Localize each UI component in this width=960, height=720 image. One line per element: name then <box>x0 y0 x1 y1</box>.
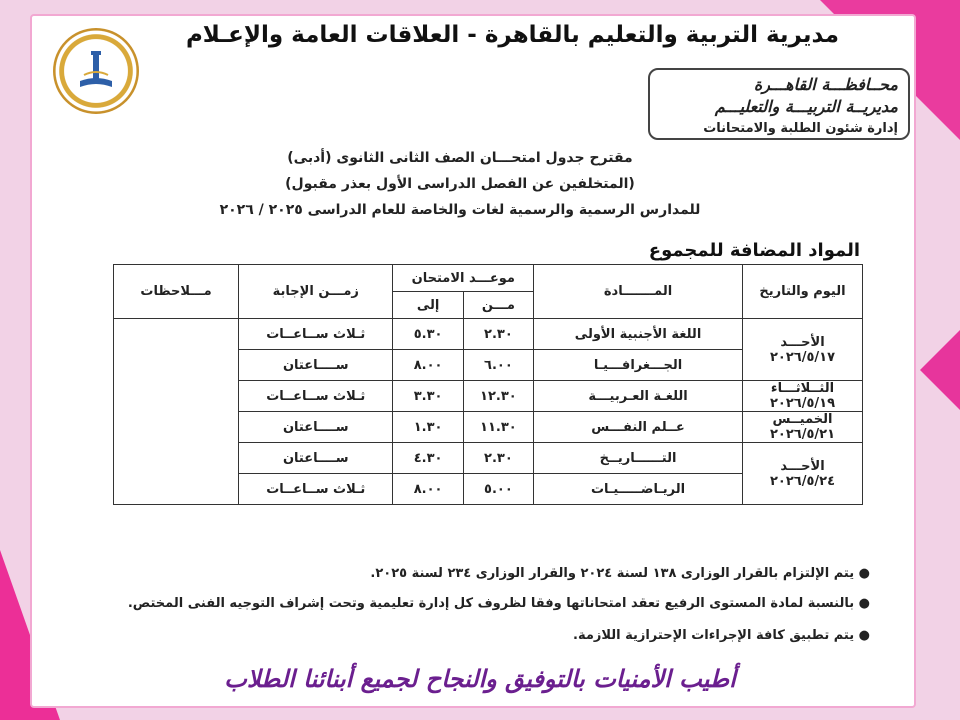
subject-cell: الجـــغرافـــيـا <box>534 350 743 381</box>
day-name: الأحـــد <box>780 334 825 350</box>
day-cell <box>743 443 863 505</box>
footer-wishes: أطيب الأمنيات بالتوفيق والنجاح لجميع أبنائنا الطلاب <box>224 665 736 693</box>
table-row <box>114 319 863 350</box>
note-item <box>370 566 870 581</box>
subtitle-line-1: مقترح جدول امتحـــان الصف الثانى الثانوى (أدبى) <box>287 150 633 166</box>
day-name: الأحـــد <box>780 458 825 474</box>
header-subject: المـــــــادة <box>534 265 743 319</box>
note-text: يتم الإلتزام بالقرار الوزارى ١٣٨ لسنة ٢٠٢٤ والقرار الوزارى ٢٣٤ لسنة ٢٠٢٥. <box>370 566 855 581</box>
exam-schedule-table <box>113 264 863 505</box>
from-cell: ٦.٠٠ <box>463 350 533 381</box>
day-date: ٢٠٢٦/٥/٢١ <box>769 427 836 442</box>
from-cell: ٢.٣٠ <box>463 319 533 350</box>
to-cell: ٨.٠٠ <box>393 474 463 505</box>
stamp-directorate: مديريــة التربيـــة والتعليـــم <box>714 97 898 116</box>
bullet-icon: ● <box>854 596 870 611</box>
day-cell <box>743 412 863 443</box>
day-date: ٢٠٢٦/٥/١٩ <box>769 396 836 411</box>
to-cell: ١.٣٠ <box>393 412 463 443</box>
subject-cell: اللغـة العـربيـــة <box>534 381 743 412</box>
to-cell: ٨.٠٠ <box>393 350 463 381</box>
stamp-governorate: محــافظـــة القاهـــرة <box>753 75 898 94</box>
subject-cell: عــلم النفـــس <box>534 412 743 443</box>
bullet-icon: ● <box>854 628 870 643</box>
duration-cell: ثـلاث ســاعــات <box>239 474 393 505</box>
header-day: اليوم والتاريخ <box>743 265 863 319</box>
day-date: ٢٠٢٦/٥/٢٤ <box>769 473 836 489</box>
from-cell: ١١.٣٠ <box>463 412 533 443</box>
decor-right-wedge <box>920 330 960 410</box>
to-cell: ٥.٣٠ <box>393 319 463 350</box>
from-cell: ٢.٣٠ <box>463 443 533 474</box>
header-from: مـــن <box>463 292 533 319</box>
from-cell: ١٢.٣٠ <box>463 381 533 412</box>
duration-cell: ثـلاث ســاعــات <box>239 381 393 412</box>
note-item <box>573 628 870 643</box>
page-title: مديرية التربية والتعليم بالقاهرة - العلاقات العامة والإعـلام <box>185 22 840 48</box>
duration-cell: ســــاعتان <box>239 443 393 474</box>
to-cell: ٣.٣٠ <box>393 381 463 412</box>
section-heading: المواد المضافة للمجموع <box>648 240 860 261</box>
header-duration: زمـــن الإجابة <box>239 265 393 319</box>
directorate-logo <box>53 28 139 114</box>
duration-cell: ثـلاث ســاعــات <box>239 319 393 350</box>
note-item <box>128 596 870 611</box>
note-text: يتم تطبيق كافة الإجراءات الإحترازية اللازمة. <box>573 628 855 643</box>
subject-cell: اللغة الأجنبية الأولى <box>534 319 743 350</box>
bullet-icon: ● <box>854 566 870 581</box>
notes-cell <box>114 319 239 505</box>
table-header-row <box>114 265 863 292</box>
day-name: الثــلاثـــاء <box>770 381 835 396</box>
header-time: موعـــد الامتحان <box>393 265 534 292</box>
stamp-department: إدارة شئون الطلبة والامتحانات <box>703 121 898 136</box>
header-notes: مـــلاحظات <box>114 265 239 319</box>
duration-cell: ســــاعتان <box>239 412 393 443</box>
subject-cell: التــــــاريــخ <box>534 443 743 474</box>
day-cell <box>743 381 863 412</box>
to-cell: ٤.٣٠ <box>393 443 463 474</box>
header-to: إلى <box>393 292 463 319</box>
duration-cell: ســــاعتان <box>239 350 393 381</box>
day-date: ٢٠٢٦/٥/١٧ <box>769 349 836 365</box>
day-cell <box>743 319 863 381</box>
note-text: بالنسبة لمادة المستوى الرفيع تعقد امتحاناتها وفقا لظروف كل إدارة تعليمية وتحت إشراف التوجيه الفنى المختص. <box>127 596 855 611</box>
subtitle-line-2: (المتخلفين عن الفصل الدراسى الأول بعذر مقبول) <box>285 176 635 192</box>
office-stamp <box>648 68 910 140</box>
logo-emblem-icon <box>66 41 126 101</box>
subject-cell: الريـاضـــــيـات <box>534 474 743 505</box>
subtitle-line-3: للمدارس الرسمية والرسمية لغات والخاصة للعام الدراسى ٢٠٢٥ / ٢٠٢٦ <box>219 202 701 218</box>
from-cell: ٥.٠٠ <box>463 474 533 505</box>
day-name: الخميــس <box>772 412 833 427</box>
